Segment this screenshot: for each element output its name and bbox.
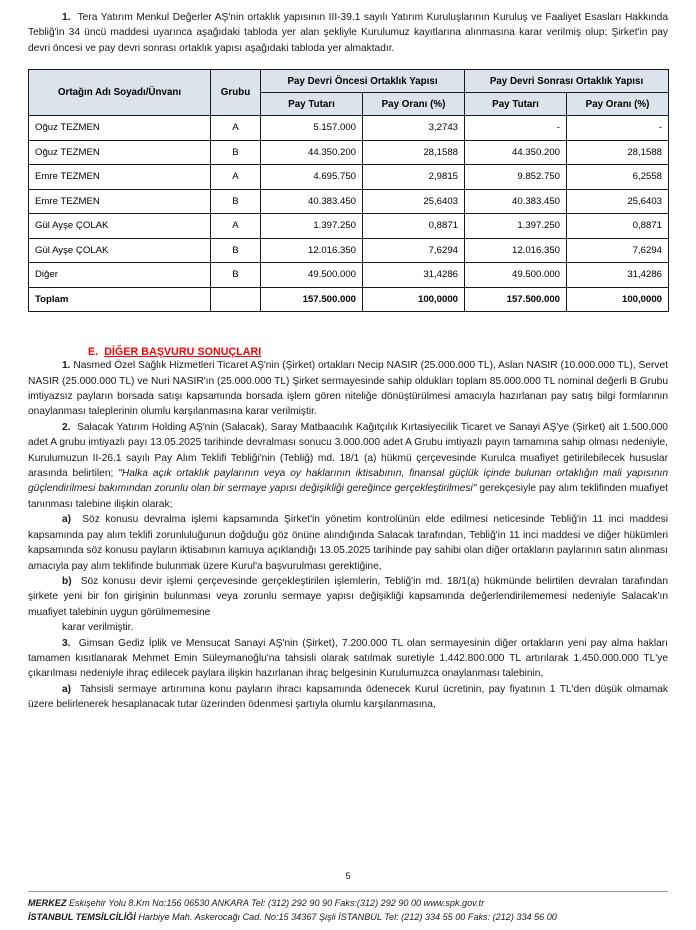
cell-before-amount: 4.695.750	[261, 165, 363, 190]
item-1-paragraph	[28, 358, 668, 420]
page-footer	[28, 871, 668, 924]
footer-merkez-text: Eskişehir Yolu 8.Km No:156 06530 ANKARA Tel: (312) 292 90 90 Faks:(312) 292 90 00 www.spk.gov.tr	[68, 898, 485, 908]
cell-before-amount: 5.157.000	[261, 116, 363, 141]
cell-total-group	[211, 287, 261, 312]
header-before-ratio: Pay Oranı (%)	[363, 93, 465, 116]
ownership-table	[28, 69, 669, 312]
cell-after-ratio: 7,6294	[567, 238, 669, 263]
table-header-row-top	[29, 70, 669, 93]
cell-after-ratio: 25,6403	[567, 189, 669, 214]
cell-shareholder-name: Oğuz TEZMEN	[29, 140, 211, 165]
document-page	[0, 10, 696, 930]
table-total-row	[29, 287, 669, 312]
cell-shareholder-name: Diğer	[29, 263, 211, 288]
header-group: Grubu	[211, 70, 261, 116]
cell-after-amount: 1.397.250	[465, 214, 567, 239]
cell-before-amount: 40.383.450	[261, 189, 363, 214]
item-3-text: Gimsan Gediz İplik ve Mensucat Sanayi AŞ'nin (Şirket), 7.200.000 TL olan sermayesinin diğer ortakların yeni pay alma hakları tamamen kısıtlanarak Mehmet Emin Süleymanoğlu'na tahsisli olarak satılmak suretiyle 1.442.800.000 TL artırılarak 1.450.000.000 TL'ye çıkarılması nedeniyle ihraç edilecek paylara ilişkin hazırlanan ihraç belgesinin Kurulumuzca onaylanması talebinin,	[28, 637, 669, 680]
cell-before-amount: 49.500.000	[261, 263, 363, 288]
cell-total-label: Toplam	[29, 287, 211, 312]
cell-after-amount: -	[465, 116, 567, 141]
item-2-closing-paragraph	[28, 620, 668, 635]
cell-total-before-ratio: 100,0000	[363, 287, 465, 312]
header-after-transfer: Pay Devri Sonrası Ortaklık Yapısı	[465, 70, 669, 93]
cell-total-after-amount: 157.500.000	[465, 287, 567, 312]
item-2-closing-text: karar verilmiştir.	[62, 622, 134, 634]
ownership-table-container	[28, 69, 668, 312]
cell-group: B	[211, 238, 261, 263]
item-2-sub-a-paragraph	[28, 512, 668, 574]
item-2-sub-a-text: Söz konusu devralma işlemi kapsamında Şirket'in yönetim kontrolünün elde edilmesi neticesinde Tebliğ'in 11 inci maddesi kapsamında pay alım teklifi zorunluluğunun doğduğu göz önüne alındığında Salacak tarafından, Tebliğ'in 11 inci maddesi ve diğer hükümleri kapsamında söz konusu payların iktisabının kamuya açıklandığı 13.05.2025 tarihinde pay sahibi olan diğer ortakların paylarının satın alınması amacıyla pay alım teklifinde bulunmak üzere Kurul'a başvurulması gerektiğine,	[28, 514, 668, 572]
item-2-sub-b-label: b)	[62, 575, 72, 587]
item-2-text-part1: Salacak Yatırım Holding AŞ'nin (Salacak), Saray Matbaacılık Kağıtçılık Kırtasiyecilik Ticaret ve Sanayi AŞ'ye (Şirket) ait 1.500.000 adet A grubu imtiyazlı payı 13.05.2025 tarihinde devralması sonucu 3.000.000 adet A Grubu imtiyazlı payın tamamına sahip olması nedeniyle, Kurulumuzun II-26.1 sayılı Pay Alım Teklifi Tebliği'nin (Tebliğ) md. 18/1 (a) hükmü çerçevesinde Kurulca muafiyet getirilebilecek hususlar arasında belirtilen;	[28, 421, 668, 480]
section-letter: E.	[88, 346, 99, 359]
cell-after-amount: 49.500.000	[465, 263, 567, 288]
item-2-text-part2: gerekçesiyle pay alım teklifinden muafiyet tanınması talebine ilişkin olarak;	[28, 483, 668, 510]
ownership-table-body	[29, 116, 669, 312]
cell-group: A	[211, 165, 261, 190]
cell-after-amount: 44.350.200	[465, 140, 567, 165]
cell-group: B	[211, 263, 261, 288]
cell-before-ratio: 28,1588	[363, 140, 465, 165]
cell-before-amount: 44.350.200	[261, 140, 363, 165]
cell-total-before-amount: 157.500.000	[261, 287, 363, 312]
cell-before-ratio: 25,6403	[363, 189, 465, 214]
item-3-sub-a-text: Tahsisli sermaye artırımına konu payların ihracı kapsamında ödenecek Kurul ücretinin, pay fiyatının 1 TL'den düşük olmamak üzere belirlenerek hesaplanacak tutar üzerinden ödenmesi şartıyla olumlu karşılanmasına,	[28, 683, 668, 711]
footer-merkez-label: MERKEZ	[28, 898, 67, 908]
cell-before-amount: 12.016.350	[261, 238, 363, 263]
cell-total-after-ratio: 100,0000	[567, 287, 669, 312]
item-2-sub-a-label: a)	[62, 514, 72, 526]
item-2-sub-b-text: Söz konusu devir işlemi çerçevesinde gerçekleştirilen işlemlerin, Tebliğ'in md. 18/1(a) hükmünde belirtilen devralan tarafından şirkete yeni bir fon girişinin bulunması veya zorunlu sermaye yapısı değişikliği kapsamında değerlendirilememesi nedeniyle Salacak'ın muafiyet talebinin uygun görülmemesine	[28, 575, 668, 618]
cell-shareholder-name: Emre TEZMEN	[29, 165, 211, 190]
cell-before-ratio: 7,6294	[363, 238, 465, 263]
cell-shareholder-name: Emre TEZMEN	[29, 189, 211, 214]
cell-after-ratio: 0,8871	[567, 214, 669, 239]
section-title: DİĞER BAŞVURU SONUÇLARI	[104, 346, 262, 359]
cell-after-amount: 9.852.750	[465, 165, 567, 190]
intro-paragraph-text: Tera Yatırım Menkul Değerler AŞ'nin ortaklık yapısının III-39.1 sayılı Yatırım Kuruluşlarının Kuruluş ve Faaliyet Esasları Hakkında Tebliğ'in 34 üncü maddesi uyarınca aşağıdaki tabloda yer alan şekliyle Kurulumuz kayıtlarına alınmasına karar verilmiş olup; Şirket'in pay devri öncesi ve pay devri sonrası ortaklık yapısı aşağıdaki tabloda yer almaktadır.	[28, 12, 668, 54]
section-heading	[88, 346, 668, 358]
header-shareholder-name: Ortağın Adı Soyadı/Ünvanı	[29, 70, 211, 116]
cell-before-ratio: 2,9815	[363, 165, 465, 190]
page-number: 5	[345, 871, 351, 882]
item-1-text: Nasmed Özel Sağlık Hizmetleri Ticaret AŞ'nin (Şirket) ortakları Necip NASIR (25.000.000 TL), Aslan NASIR (10.000.000 TL), Servet NASIR (25.000.000 TL) ve Nuri NASIR'ın (25.000.000 TL) Şirket sermayesinde sahip oldukları toplam 85.000.000 TL nominal değerli B Grubu imtiyazsız payların borsada satışı kapsamında borsada işlem gören niteliğe dönüştürülmesi amacıyla hazırlanan pay satış bilgi formlarının onaylanması taleplerinin olumlu karşılanmasına karar verilmiştir.	[28, 360, 668, 418]
cell-group: B	[211, 140, 261, 165]
ownership-table-head	[29, 70, 669, 116]
table-row	[29, 189, 669, 214]
item-2-number: 2.	[62, 421, 71, 433]
cell-after-amount: 12.016.350	[465, 238, 567, 263]
intro-paragraph-number: 1.	[62, 12, 71, 23]
item-3-number: 3.	[62, 637, 71, 649]
item-2-paragraph	[28, 420, 668, 512]
cell-before-ratio: 0,8871	[363, 214, 465, 239]
item-2-quote: "Halka açık ortaklık paylarının veya oy haklarının iktisabının, finansal güçlük içinde bulunan ortaklığın mali yapısının güçlendirilmesi bakımından zorunlu olan bir sermaye yapısı değişikliği gereğince gerçekleştirilmesi"	[28, 468, 668, 495]
footer-divider	[28, 891, 668, 892]
footer-line-istanbul	[28, 910, 668, 924]
cell-after-ratio: 31,4286	[567, 263, 669, 288]
item-1-number: 1.	[62, 360, 71, 372]
header-before-transfer: Pay Devri Öncesi Ortaklık Yapısı	[261, 70, 465, 93]
item-3-paragraph	[28, 636, 668, 682]
cell-before-amount: 1.397.250	[261, 214, 363, 239]
cell-group: A	[211, 214, 261, 239]
cell-after-amount: 40.383.450	[465, 189, 567, 214]
table-row	[29, 140, 669, 165]
footer-line-merkez	[28, 896, 668, 910]
item-2-sub-b-paragraph	[28, 574, 668, 620]
table-row	[29, 214, 669, 239]
table-row	[29, 165, 669, 190]
cell-before-ratio: 31,4286	[363, 263, 465, 288]
cell-group: A	[211, 116, 261, 141]
footer-istanbul-label: İSTANBUL TEMSİLCİLİĞİ	[28, 912, 136, 922]
header-before-amount: Pay Tutarı	[261, 93, 363, 116]
cell-group: B	[211, 189, 261, 214]
table-row	[29, 263, 669, 288]
cell-after-ratio: -	[567, 116, 669, 141]
item-3-sub-a-paragraph	[28, 682, 668, 713]
table-row	[29, 116, 669, 141]
item-3-sub-a-label: a)	[62, 683, 72, 695]
cell-after-ratio: 28,1588	[567, 140, 669, 165]
table-row	[29, 238, 669, 263]
cell-shareholder-name: Gül Ayşe ÇOLAK	[29, 214, 211, 239]
intro-paragraph	[28, 10, 668, 56]
cell-before-ratio: 3,2743	[363, 116, 465, 141]
header-after-amount: Pay Tutarı	[465, 93, 567, 116]
footer-istanbul-text: Harbiye Mah. Askerocağı Cad. No:15 34367 Şişli İSTANBUL Tel: (212) 334 55 00 Faks: (212) 334 56 00	[138, 912, 557, 922]
header-after-ratio: Pay Oranı (%)	[567, 93, 669, 116]
cell-shareholder-name: Gül Ayşe ÇOLAK	[29, 238, 211, 263]
cell-shareholder-name: Oğuz TEZMEN	[29, 116, 211, 141]
cell-after-ratio: 6,2558	[567, 165, 669, 190]
